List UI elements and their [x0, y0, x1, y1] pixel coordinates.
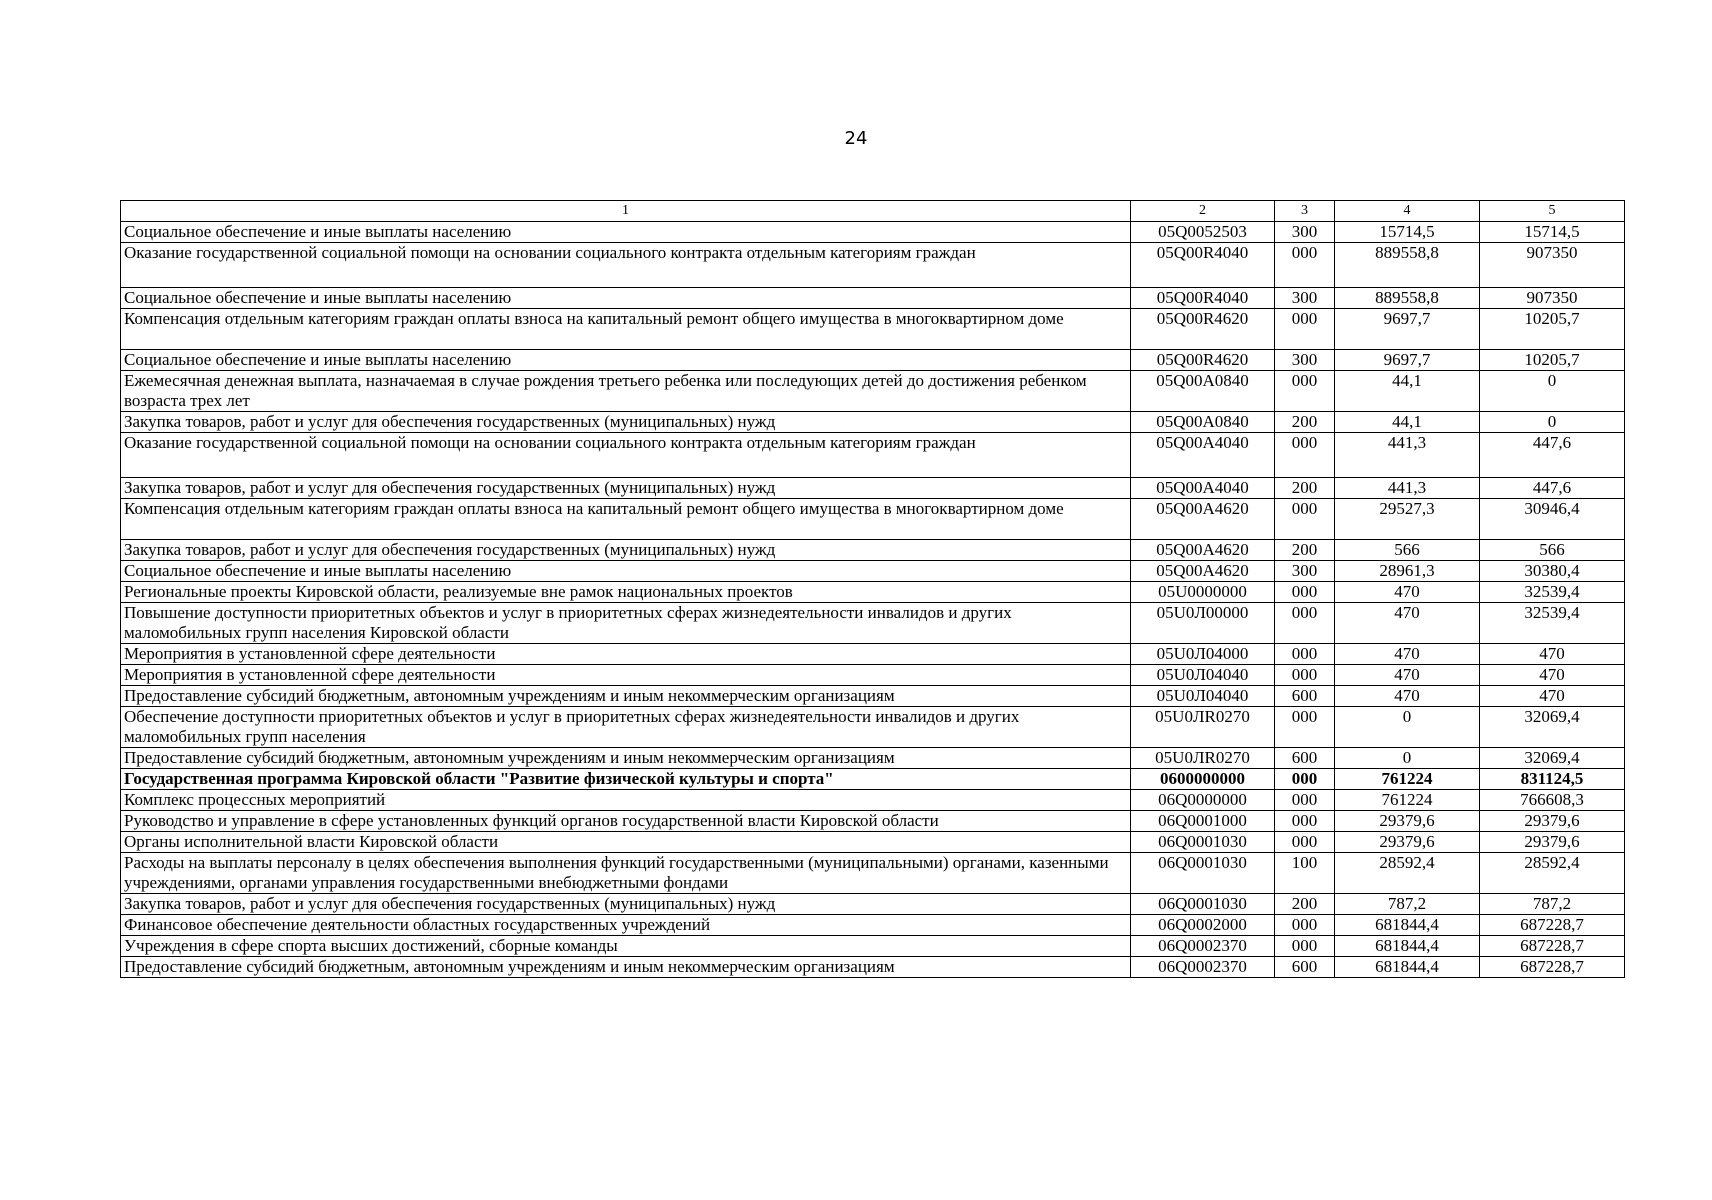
row-code-cell: 05Q00A4620	[1131, 561, 1275, 582]
table-row	[121, 309, 1625, 350]
table-row	[121, 582, 1625, 603]
row-value-col5-cell: 470	[1480, 665, 1625, 686]
row-value-col5-cell: 29379,6	[1480, 811, 1625, 832]
header-col-1: 1	[121, 201, 1131, 222]
row-value-col4-cell: 0	[1335, 707, 1480, 748]
table-header	[121, 201, 1625, 222]
row-value-col4-cell: 29379,6	[1335, 832, 1480, 853]
row-value-col5-cell: 766608,3	[1480, 790, 1625, 811]
row-value-col5-cell: 32069,4	[1480, 707, 1625, 748]
row-code-cell: 05U0ЛR0270	[1131, 707, 1275, 748]
row-code-cell: 05Q00R4040	[1131, 288, 1275, 309]
row-value-col5-cell: 447,6	[1480, 433, 1625, 478]
row-name-cell: Компенсация отдельным категориям граждан оплаты взноса на капитальный ремонт общего имущества в многоквартирном доме	[121, 309, 1131, 350]
table-row	[121, 790, 1625, 811]
row-type-cell: 300	[1275, 350, 1335, 371]
row-name-cell: Закупка товаров, работ и услуг для обеспечения государственных (муниципальных) нужд	[121, 894, 1131, 915]
row-value-col5-cell: 687228,7	[1480, 957, 1625, 978]
row-name-cell: Закупка товаров, работ и услуг для обеспечения государственных (муниципальных) нужд	[121, 540, 1131, 561]
row-code-cell: 05U0Л04000	[1131, 644, 1275, 665]
row-type-cell: 000	[1275, 603, 1335, 644]
row-name-cell: Региональные проекты Кировской области, реализуемые вне рамок национальных проектов	[121, 582, 1131, 603]
row-code-cell: 06Q0001030	[1131, 832, 1275, 853]
row-type-cell: 000	[1275, 769, 1335, 790]
row-name-cell: Мероприятия в установленной сфере деятельности	[121, 665, 1131, 686]
row-type-cell: 100	[1275, 853, 1335, 894]
row-name-cell: Закупка товаров, работ и услуг для обеспечения государственных (муниципальных) нужд	[121, 412, 1131, 433]
row-name-cell: Предоставление субсидий бюджетным, автономным учреждениям и иным некоммерческим организациям	[121, 748, 1131, 769]
row-value-col5-cell: 28592,4	[1480, 853, 1625, 894]
row-code-cell: 05U0Л04040	[1131, 665, 1275, 686]
row-value-col4-cell: 470	[1335, 582, 1480, 603]
row-type-cell: 200	[1275, 412, 1335, 433]
table-row	[121, 707, 1625, 748]
row-type-cell: 000	[1275, 433, 1335, 478]
row-value-col5-cell: 687228,7	[1480, 915, 1625, 936]
row-value-col4-cell: 0	[1335, 748, 1480, 769]
row-value-col5-cell: 32069,4	[1480, 748, 1625, 769]
row-type-cell: 300	[1275, 222, 1335, 243]
row-value-col5-cell: 10205,7	[1480, 309, 1625, 350]
row-type-cell: 000	[1275, 811, 1335, 832]
table-row	[121, 853, 1625, 894]
row-value-col5-cell: 831124,5	[1480, 769, 1625, 790]
row-value-col4-cell: 681844,4	[1335, 915, 1480, 936]
row-code-cell: 05U0000000	[1131, 582, 1275, 603]
row-type-cell: 200	[1275, 478, 1335, 499]
header-col-5: 5	[1480, 201, 1625, 222]
row-value-col4-cell: 441,3	[1335, 478, 1480, 499]
row-value-col5-cell: 470	[1480, 686, 1625, 707]
table-row	[121, 433, 1625, 478]
row-code-cell: 06Q0001000	[1131, 811, 1275, 832]
row-type-cell: 000	[1275, 915, 1335, 936]
row-value-col5-cell: 29379,6	[1480, 832, 1625, 853]
row-name-cell: Социальное обеспечение и иные выплаты населению	[121, 288, 1131, 309]
row-type-cell: 300	[1275, 288, 1335, 309]
row-value-col4-cell: 681844,4	[1335, 957, 1480, 978]
table-body	[121, 222, 1625, 978]
table-row	[121, 665, 1625, 686]
row-name-cell: Обеспечение доступности приоритетных объектов и услуг в приоритетных сферах жизнедеятельности инвалидов и других маломобильных групп населения	[121, 707, 1131, 748]
budget-table	[120, 200, 1625, 978]
row-value-col5-cell: 447,6	[1480, 478, 1625, 499]
row-value-col4-cell: 787,2	[1335, 894, 1480, 915]
row-value-col4-cell: 28961,3	[1335, 561, 1480, 582]
row-name-cell: Органы исполнительной власти Кировской области	[121, 832, 1131, 853]
row-value-col4-cell: 470	[1335, 686, 1480, 707]
row-name-cell: Комплекс процессных мероприятий	[121, 790, 1131, 811]
table-row	[121, 540, 1625, 561]
row-type-cell: 000	[1275, 644, 1335, 665]
row-value-col4-cell: 889558,8	[1335, 243, 1480, 288]
row-type-cell: 200	[1275, 540, 1335, 561]
row-code-cell: 05U0Л00000	[1131, 603, 1275, 644]
table-row	[121, 936, 1625, 957]
row-type-cell: 600	[1275, 748, 1335, 769]
row-type-cell: 600	[1275, 957, 1335, 978]
row-type-cell: 000	[1275, 832, 1335, 853]
row-type-cell: 000	[1275, 371, 1335, 412]
row-code-cell: 06Q0002370	[1131, 936, 1275, 957]
row-value-col5-cell: 30946,4	[1480, 499, 1625, 540]
table-row	[121, 243, 1625, 288]
row-name-cell: Закупка товаров, работ и услуг для обеспечения государственных (муниципальных) нужд	[121, 478, 1131, 499]
table-row	[121, 412, 1625, 433]
row-value-col4-cell: 761224	[1335, 790, 1480, 811]
row-name-cell: Повышение доступности приоритетных объектов и услуг в приоритетных сферах жизнедеятельности инвалидов и других маломобильных групп населения Кировской области	[121, 603, 1131, 644]
row-value-col4-cell: 9697,7	[1335, 309, 1480, 350]
row-code-cell: 05Q0052503	[1131, 222, 1275, 243]
row-code-cell: 06Q0002000	[1131, 915, 1275, 936]
row-code-cell: 05U0ЛR0270	[1131, 748, 1275, 769]
row-value-col4-cell: 470	[1335, 665, 1480, 686]
row-code-cell: 06Q0001030	[1131, 894, 1275, 915]
row-value-col4-cell: 470	[1335, 603, 1480, 644]
row-value-col5-cell: 32539,4	[1480, 582, 1625, 603]
row-value-col5-cell: 566	[1480, 540, 1625, 561]
row-value-col4-cell: 29527,3	[1335, 499, 1480, 540]
table-row	[121, 894, 1625, 915]
table-row	[121, 478, 1625, 499]
row-name-cell: Оказание государственной социальной помощи на основании социального контракта отдельным категориям граждан	[121, 433, 1131, 478]
row-code-cell: 06Q0002370	[1131, 957, 1275, 978]
header-col-3: 3	[1275, 201, 1335, 222]
row-name-cell: Мероприятия в установленной сфере деятельности	[121, 644, 1131, 665]
table-row	[121, 603, 1625, 644]
row-value-col4-cell: 681844,4	[1335, 936, 1480, 957]
row-code-cell: 05Q00R4040	[1131, 243, 1275, 288]
row-type-cell: 000	[1275, 665, 1335, 686]
row-value-col4-cell: 889558,8	[1335, 288, 1480, 309]
row-name-cell: Социальное обеспечение и иные выплаты населению	[121, 350, 1131, 371]
row-type-cell: 000	[1275, 582, 1335, 603]
row-name-cell: Предоставление субсидий бюджетным, автономным учреждениям и иным некоммерческим организациям	[121, 957, 1131, 978]
row-code-cell: 06Q0001030	[1131, 853, 1275, 894]
table-row	[121, 288, 1625, 309]
row-code-cell: 06Q0000000	[1131, 790, 1275, 811]
row-value-col4-cell: 44,1	[1335, 371, 1480, 412]
table-row	[121, 499, 1625, 540]
table-row	[121, 769, 1625, 790]
row-type-cell: 600	[1275, 686, 1335, 707]
header-row	[121, 201, 1625, 222]
table-row	[121, 561, 1625, 582]
row-code-cell: 05U0Л04040	[1131, 686, 1275, 707]
row-code-cell: 05Q00A4620	[1131, 499, 1275, 540]
row-name-cell: Руководство и управление в сфере установленных функций органов государственной власти Кировской области	[121, 811, 1131, 832]
row-value-col5-cell: 0	[1480, 371, 1625, 412]
row-type-cell: 000	[1275, 499, 1335, 540]
table-row	[121, 748, 1625, 769]
table-row	[121, 371, 1625, 412]
page-number: 24	[844, 128, 868, 149]
row-code-cell: 05Q00A4040	[1131, 478, 1275, 499]
row-code-cell: 0600000000	[1131, 769, 1275, 790]
row-value-col4-cell: 15714,5	[1335, 222, 1480, 243]
row-value-col5-cell: 0	[1480, 412, 1625, 433]
row-type-cell: 000	[1275, 707, 1335, 748]
budget-table-container	[120, 200, 1624, 978]
table-row	[121, 957, 1625, 978]
header-col-4: 4	[1335, 201, 1480, 222]
row-value-col4-cell: 441,3	[1335, 433, 1480, 478]
row-value-col4-cell: 761224	[1335, 769, 1480, 790]
row-type-cell: 000	[1275, 243, 1335, 288]
row-value-col4-cell: 9697,7	[1335, 350, 1480, 371]
table-row	[121, 811, 1625, 832]
row-value-col5-cell: 907350	[1480, 243, 1625, 288]
row-value-col5-cell: 470	[1480, 644, 1625, 665]
table-row	[121, 686, 1625, 707]
header-col-2: 2	[1131, 201, 1275, 222]
row-code-cell: 05Q00R4620	[1131, 350, 1275, 371]
row-name-cell: Предоставление субсидий бюджетным, автономным учреждениям и иным некоммерческим организациям	[121, 686, 1131, 707]
table-row	[121, 644, 1625, 665]
row-value-col5-cell: 15714,5	[1480, 222, 1625, 243]
row-type-cell: 000	[1275, 309, 1335, 350]
row-type-cell: 000	[1275, 936, 1335, 957]
row-value-col5-cell: 787,2	[1480, 894, 1625, 915]
row-value-col4-cell: 566	[1335, 540, 1480, 561]
row-type-cell: 300	[1275, 561, 1335, 582]
row-code-cell: 05Q00A0840	[1131, 412, 1275, 433]
row-code-cell: 05Q00A0840	[1131, 371, 1275, 412]
row-name-cell: Компенсация отдельным категориям граждан оплаты взноса на капитальный ремонт общего имущества в многоквартирном доме	[121, 499, 1131, 540]
row-name-cell: Государственная программа Кировской области "Развитие физической культуры и спорта"	[121, 769, 1131, 790]
row-code-cell: 05Q00R4620	[1131, 309, 1275, 350]
row-value-col4-cell: 29379,6	[1335, 811, 1480, 832]
row-name-cell: Социальное обеспечение и иные выплаты населению	[121, 222, 1131, 243]
row-value-col5-cell: 30380,4	[1480, 561, 1625, 582]
row-value-col4-cell: 44,1	[1335, 412, 1480, 433]
table-row	[121, 350, 1625, 371]
table-row	[121, 832, 1625, 853]
row-name-cell: Социальное обеспечение и иные выплаты населению	[121, 561, 1131, 582]
row-type-cell: 000	[1275, 790, 1335, 811]
table-row	[121, 222, 1625, 243]
row-value-col5-cell: 10205,7	[1480, 350, 1625, 371]
row-value-col5-cell: 907350	[1480, 288, 1625, 309]
row-code-cell: 05Q00A4620	[1131, 540, 1275, 561]
row-value-col4-cell: 470	[1335, 644, 1480, 665]
row-code-cell: 05Q00A4040	[1131, 433, 1275, 478]
row-type-cell: 200	[1275, 894, 1335, 915]
row-name-cell: Учреждения в сфере спорта высших достижений, сборные команды	[121, 936, 1131, 957]
row-name-cell: Финансовое обеспечение деятельности областных государственных учреждений	[121, 915, 1131, 936]
row-name-cell: Ежемесячная денежная выплата, назначаемая в случае рождения третьего ребенка или последующих детей до достижения ребенком возраста трех лет	[121, 371, 1131, 412]
table-row	[121, 915, 1625, 936]
row-name-cell: Оказание государственной социальной помощи на основании социального контракта отдельным категориям граждан	[121, 243, 1131, 288]
row-value-col5-cell: 32539,4	[1480, 603, 1625, 644]
row-value-col4-cell: 28592,4	[1335, 853, 1480, 894]
row-name-cell: Расходы на выплаты персоналу в целях обеспечения выполнения функций государственными (муниципальными) органами, казенными учреждениями, органами управления государственными внебюджетными фондами	[121, 853, 1131, 894]
row-value-col5-cell: 687228,7	[1480, 936, 1625, 957]
